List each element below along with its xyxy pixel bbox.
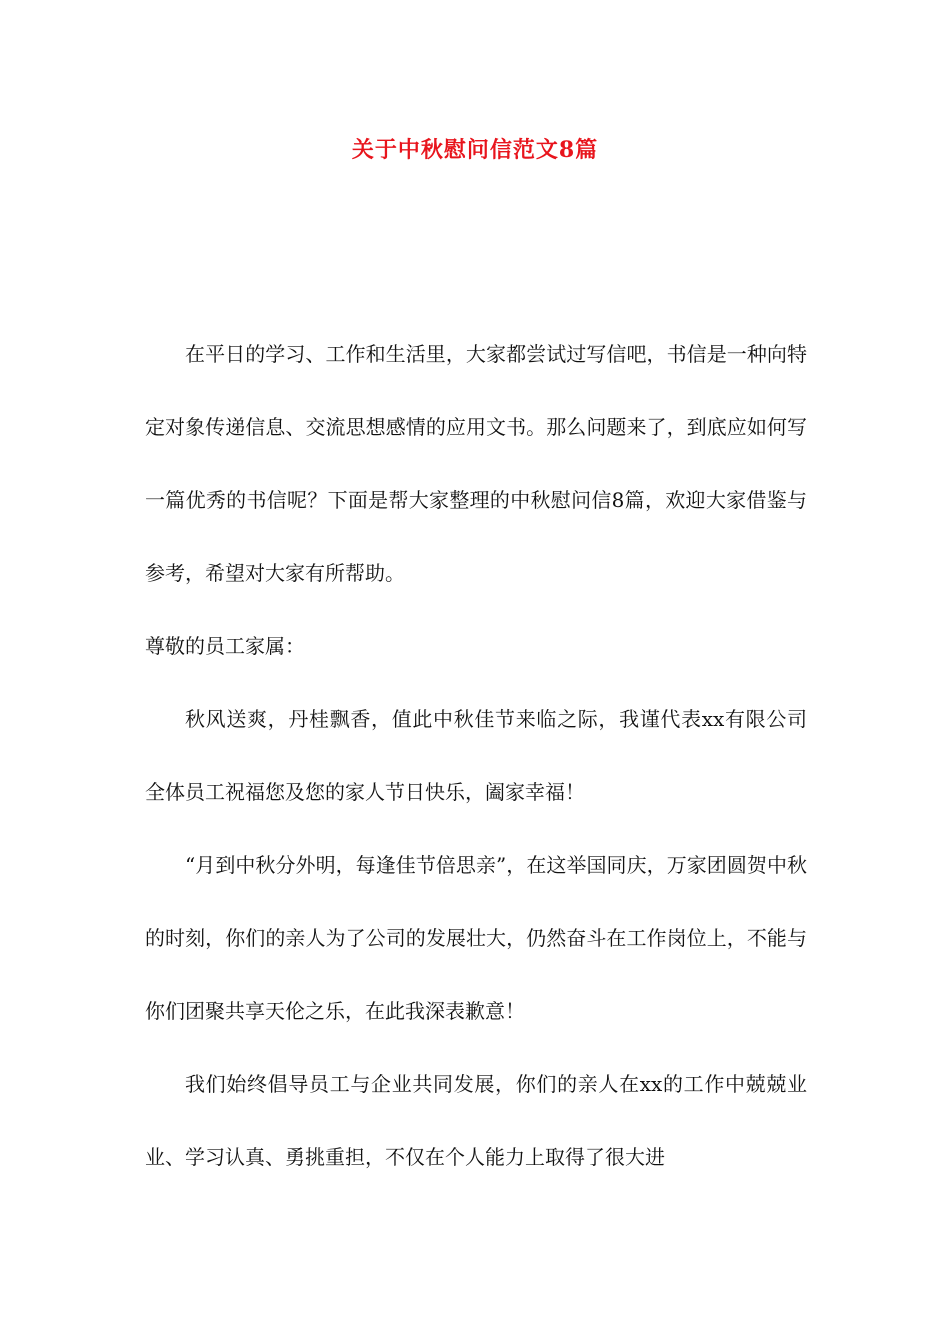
- salutation: 尊敬的员工家属：: [145, 634, 305, 658]
- quote-paragraph: “月到中秋分外明，每逢佳节倍思亲”，在这举国同庆，万家团圆贺中秋的时刻，你们的亲人为了公司的发展壮大，仍然奋斗在工作岗位上，不能与你们团聚共享天伦之乐，在此我深表歉意！: [145, 853, 807, 1023]
- greeting-paragraph: 秋风送爽，丹桂飘香，值此中秋佳节来临之际，我谨代表xx有限公司全体员工祝福您及您的家人节日快乐，阖家幸福！: [145, 707, 807, 804]
- document-body: [145, 318, 807, 1194]
- intro-paragraph: 在平日的学习、工作和生活里，大家都尝试过写信吧，书信是一种向特定对象传递信息、交流思想感情的应用文书。那么问题来了，到底应如何写一篇优秀的书信呢？下面是帮大家整理的中秋慰问信8篇，欢迎大家借鉴与参考，希望对大家有所帮助。: [145, 342, 807, 585]
- development-paragraph: 我们始终倡导员工与企业共同发展，你们的亲人在xx的工作中兢兢业业、学习认真、勇挑重担，不仅在个人能力上取得了很大进: [145, 1072, 807, 1169]
- document-title: 关于中秋慰问信范文8篇: [351, 137, 599, 163]
